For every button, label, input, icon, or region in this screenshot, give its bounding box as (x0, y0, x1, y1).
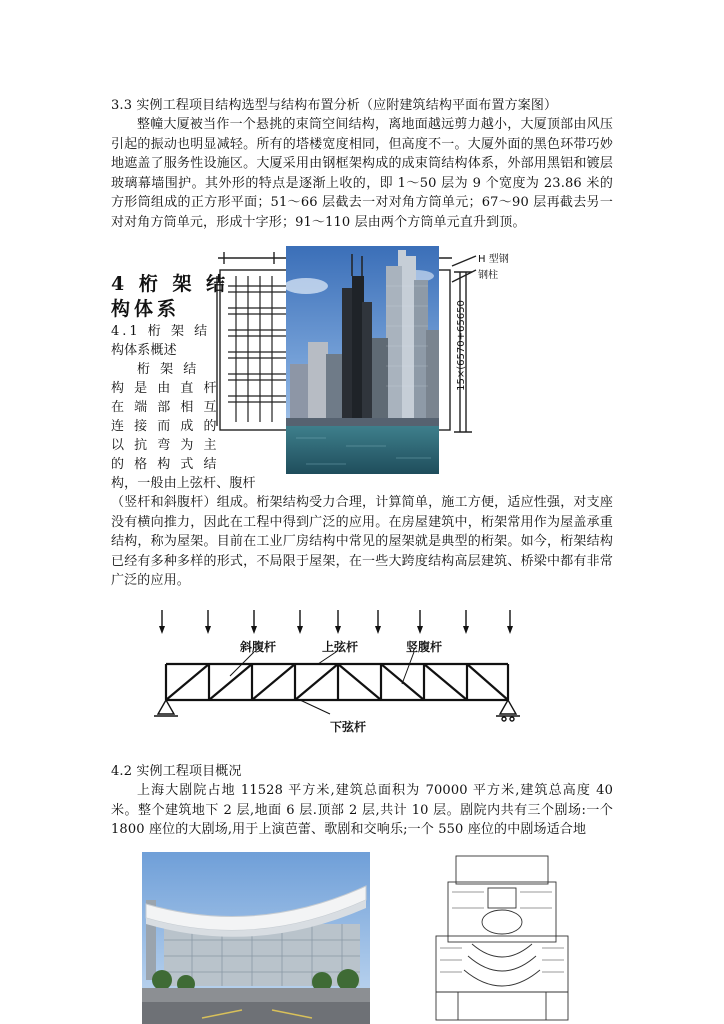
narrow-line-4: 连 接 而 成 的 (111, 419, 220, 434)
truss-label-diagonal: 斜腹杆 (240, 640, 277, 654)
truss-label-vertical: 竖腹杆 (406, 640, 443, 654)
truss-label-bottom-chord: 下弦杆 (330, 720, 367, 734)
truss-label-top-chord: 上弦杆 (322, 640, 359, 654)
plan-dimension-label: 15×(6570+65650 (455, 300, 467, 391)
narrow-line-6: 的 格 构 式 结 (111, 457, 220, 472)
plan-label-h-steel: H 型钢 (478, 254, 509, 265)
narrow-line-3: 在 端 部 相 互 (111, 400, 220, 415)
narrow-line-5: 以 抗 弯 为 主 (111, 438, 220, 453)
narrow-line-1: 桁 架 结 (137, 362, 200, 377)
section-4-2-paragraph: 上海大剧院占地 11528 平方米,建筑总面积为 70000 平方米,建筑总高度 40 米。整个建筑地下 2 层,地面 6 层.顶部 2 层,共计 10 层。剧院内共有三个剧场:一个 1800 座位的大剧场,用于上演芭蕾、歌剧和交响乐;一个 550 座位的中剧场适合地 (111, 783, 613, 837)
bridge-line: 构，一般由上弦杆、腹杆 (111, 476, 256, 491)
section-3-3-heading: 3.3 实例工程项目结构选型与结构布置分析（应附建筑结构平面布置方案图） (111, 98, 558, 113)
skyscraper-photo (286, 246, 439, 474)
section-4-2-heading: 4.2 实例工程项目概况 (111, 764, 242, 779)
section-4-1-heading-line2: 构体系概述 (111, 343, 177, 358)
section-3-3-paragraph: 整幢大厦被当作一个悬挑的束筒空间结构，离地面越远剪力越小，大厦顶部由风压引起的振动也明显减轻。所有的塔楼宽度相同，但高度不一。大厦外面的黑色环带巧妙地遮盖了服务性设施区。大厦采用由钢框架构成的成束筒结构体系，外部用黑铝和镀层玻璃幕墙围护。其外形的特点是逐渐上收的，即 1～50 层为 9 个宽度为 23.86 米的方形筒组成的正方形平面；51～66 层截去一对对角方筒单元；67～90 层再截去另一对对角方筒单元，形成十字形；91～110 层由两个方筒单元直升到顶。 (111, 117, 613, 230)
section-4-1-heading-line1: 4.1 桁 架 结 (111, 324, 211, 339)
section-4-title-line2: 构体系 (111, 298, 181, 320)
section-4-paragraph: （竖杆和斜腹杆）组成。桁架结构受力合理，计算简单，施工方便，适应性强，对支座没有横向推力，因此在工程中得到广泛的应用。在房屋建筑中，桁架常用作为屋盖承重结构，称为屋架。目前在工业厂房结构中常见的屋架就是典型的桁架。如今，桁架结构已经有多种多样的形式，不局限于屋架，在一些大跨度结构高层建筑、桥梁中都有非常广泛的应用。 (111, 495, 613, 588)
theatre-floor-plan (428, 852, 576, 1024)
narrow-line-2: 构 是 由 直 杆 (111, 381, 220, 396)
plan-label-steel-column: 钢柱 (478, 270, 498, 281)
grand-theatre-photo (142, 852, 370, 1024)
section-4-title-line1: 4 桁 架 结 (111, 273, 230, 295)
